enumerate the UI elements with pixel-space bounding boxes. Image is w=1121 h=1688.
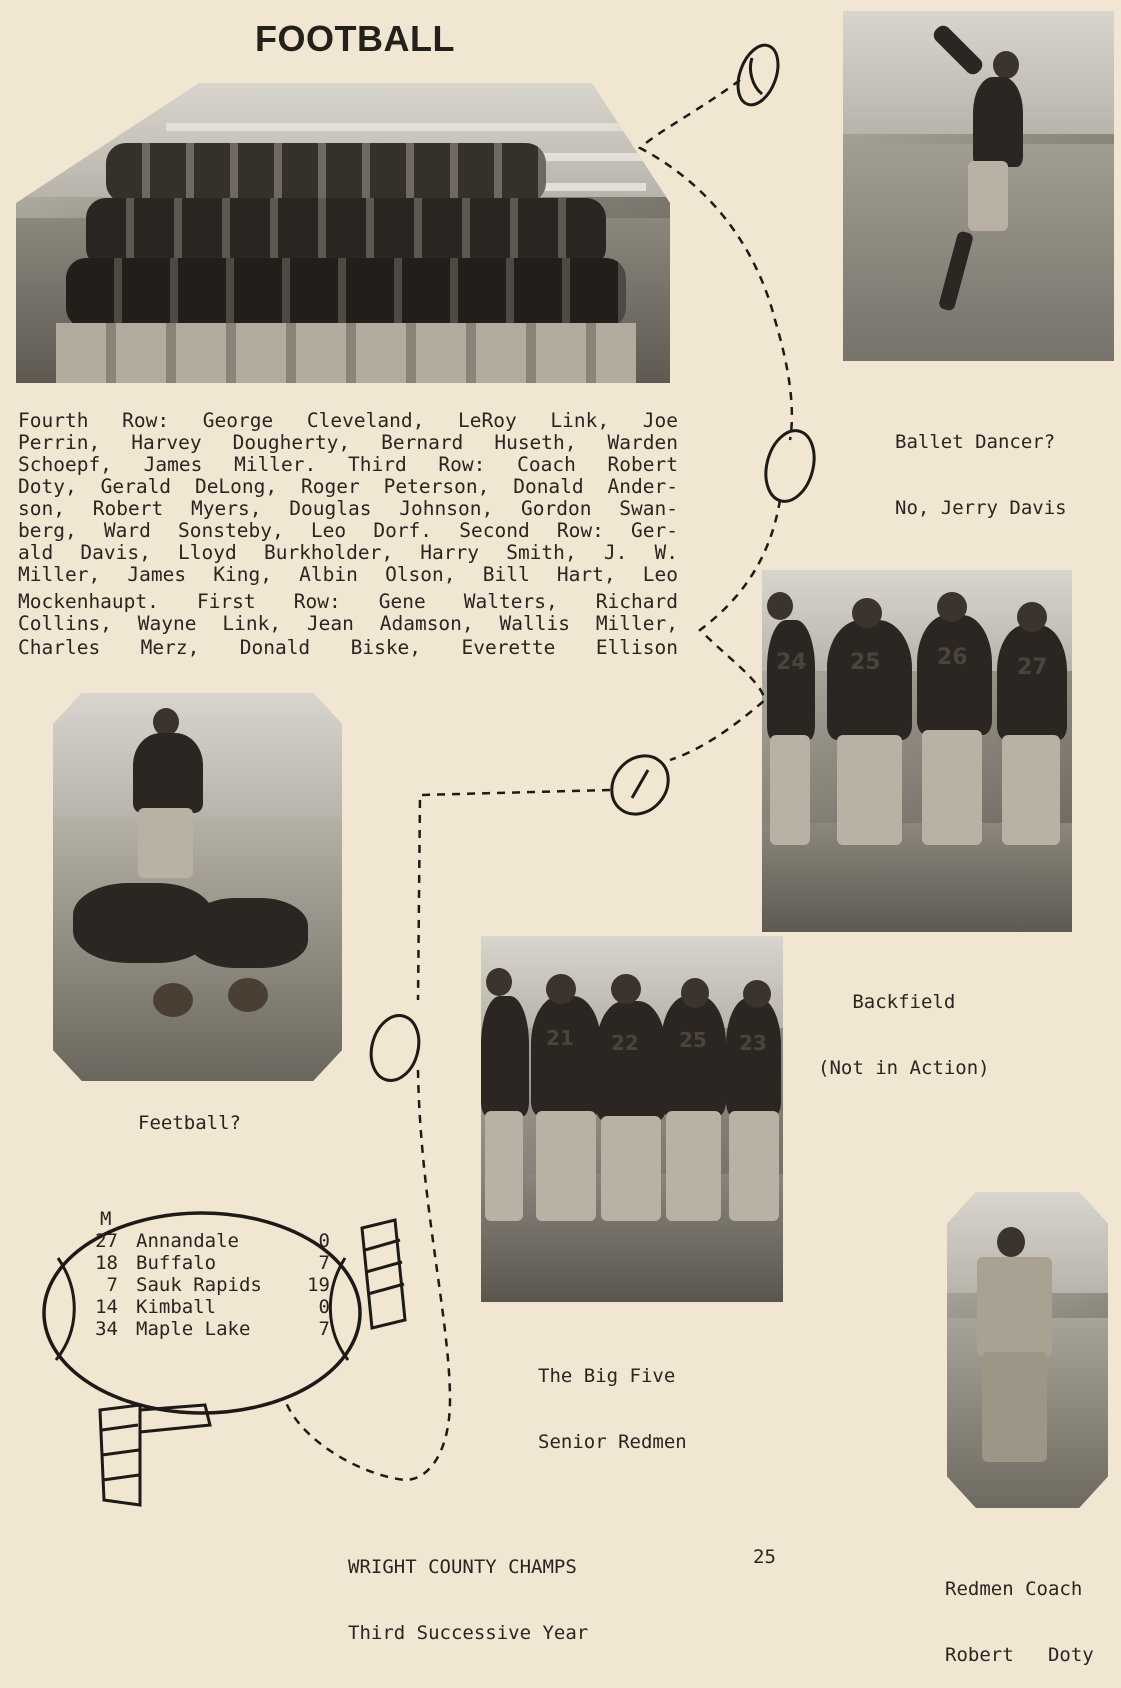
football-doodle: [730, 40, 785, 111]
score-opp: 7: [318, 1318, 330, 1340]
roster-line: Miller, James King, Albin Olson, Bill Hart, Leo: [18, 563, 678, 586]
caption-line: Backfield: [852, 991, 956, 1013]
roster-line: Collins, Wayne Link, Jean Adamson, Wallis Miller,: [18, 612, 678, 635]
roster-line: Doty, Gerald DeLong, Roger Peterson, Donald Ander-: [18, 475, 678, 498]
jersey-number: 22: [611, 1031, 639, 1055]
caption-line: WRIGHT COUNTY CHAMPS: [348, 1556, 577, 1578]
score-row: [78, 1230, 330, 1252]
score-row: [78, 1296, 330, 1318]
caption-line: (Not in Action): [818, 1057, 990, 1079]
score-m: 7: [106, 1274, 118, 1296]
caption-line: Robert Doty: [945, 1644, 1094, 1666]
football-doodle: [364, 1010, 426, 1086]
score-m: 34: [95, 1318, 118, 1340]
caption-line: The Big Five: [538, 1365, 676, 1387]
caption-line: Redmen Coach: [945, 1578, 1083, 1600]
caption-line: No, Jerry Davis: [895, 497, 1067, 519]
score-row: [78, 1318, 330, 1340]
jersey-number: 25: [850, 650, 881, 675]
score-opp: 7: [318, 1252, 330, 1274]
score-opp: 0: [318, 1230, 330, 1252]
score-row: [78, 1274, 330, 1296]
score-team: Sauk Rapids: [136, 1274, 262, 1296]
jersey-number: 21: [546, 1026, 574, 1050]
caption-line: Ballet Dancer?: [895, 431, 1056, 453]
roster-line: son, Robert Myers, Douglas Johnson, Gordon Swan-: [18, 497, 678, 520]
caption-line: Senior Redmen: [538, 1431, 687, 1453]
roster-line: Mockenhaupt. First Row: Gene Walters, Richard: [18, 590, 678, 613]
score-team: Kimball: [136, 1296, 217, 1318]
jersey-number: 24: [776, 650, 807, 675]
roster-line: Schoepf, James Miller. Third Row: Coach Robert: [18, 453, 678, 476]
jersey-number: 26: [937, 645, 968, 670]
champs-caption: [348, 1512, 588, 1666]
roster-line: Charles Merz, Donald Biske, Everette Ellison: [18, 636, 678, 659]
page-number: 25: [753, 1546, 776, 1568]
score-m: 27: [95, 1230, 118, 1252]
score-team: Maple Lake: [136, 1318, 251, 1340]
score-m: 18: [95, 1252, 118, 1274]
roster-line: ald Davis, Lloyd Burkholder, Harry Smith, J. W.: [18, 541, 678, 564]
page-title: FOOTBALL: [255, 18, 455, 59]
score-team: Buffalo: [136, 1252, 217, 1274]
score-opp: 0: [318, 1296, 330, 1318]
jersey-number: 27: [1017, 655, 1048, 680]
score-header: M: [100, 1208, 112, 1230]
feetball-caption: Feetball?: [138, 1112, 241, 1134]
season-scores: [78, 1208, 330, 1340]
score-opp: 19: [307, 1274, 330, 1296]
roster-line: Fourth Row: George Cleveland, LeRoy Link, Joe: [18, 409, 678, 432]
jersey-number: 25: [679, 1028, 707, 1052]
roster-line: berg, Ward Sonsteby, Leo Dorf. Second Row: Ger-: [18, 519, 678, 542]
score-row: [78, 1252, 330, 1274]
jersey-number: 23: [739, 1031, 767, 1055]
score-m: 14: [95, 1296, 118, 1318]
roster-line: Perrin, Harvey Dougherty, Bernard Huseth, Warden: [18, 431, 678, 454]
caption-line: Third Successive Year: [348, 1622, 589, 1644]
score-team: Annandale: [136, 1230, 239, 1252]
